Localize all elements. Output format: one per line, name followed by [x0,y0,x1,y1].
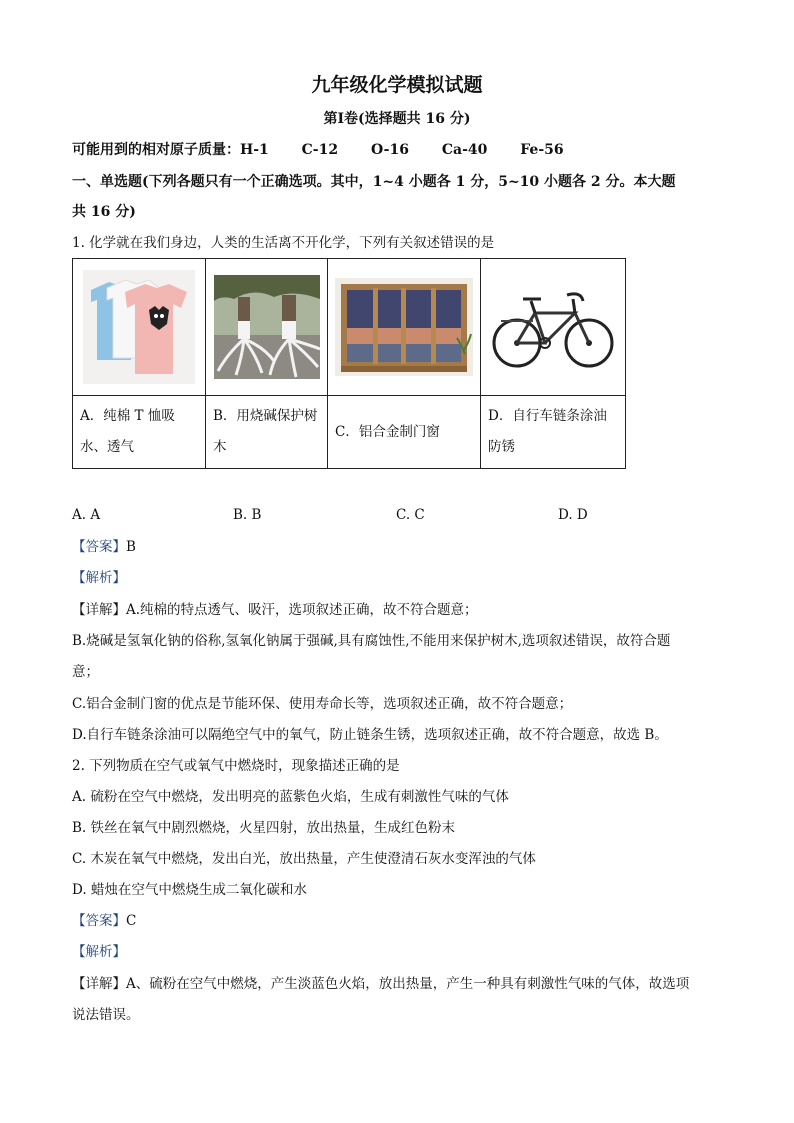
tree-image [214,275,320,379]
q1-choice-d: D. D [558,507,588,523]
q1-choice-b: B. B [233,507,262,523]
q1-image-cell-b [206,259,328,396]
atomic-mass-item: Ca-40 [441,142,488,158]
q1-analysis-tag: 【解析】 [72,570,126,586]
q2-answer [72,911,136,931]
q1-stem: 1. 化学就在我们身边，人类的生活离不开化学，下列有关叙述错误的是 [72,235,495,251]
q1-option-table [72,258,626,469]
q2-option-a: A. 硫粉在空气中燃烧，发出明亮的蓝紫色火焰，生成有刺激性气味的气体 [72,789,509,805]
answer-tag: 【答案】 [72,913,126,929]
q2-stem: 2. 下列物质在空气或氧气中燃烧时，现象描述正确的是 [72,758,400,774]
atomic-masses [72,140,564,160]
q1-image-cell-d [481,259,626,396]
q1-detail-line4: C.铝合金制门窗的优点是节能环保、使用寿命长等，选项叙述正确，故不符合题意； [72,696,573,712]
q1-option-b: B．用烧碱保护树 木 [206,396,328,469]
q1-answer [72,537,136,557]
section-heading-line2: 共 16 分) [72,204,136,220]
q2-option-c: C. 木炭在氧气中燃烧，发出白光，放出热量，产生使澄清石灰水变浑浊的气体 [72,851,536,867]
atomic-mass-item: O-16 [370,142,409,158]
detail-tag: 【详解】 [72,602,126,618]
atomic-mass-item: Fe-56 [520,142,564,158]
q1-option-d: D．自行车链条涂油 防锈 [481,396,626,469]
q2-detail-line1: 【详解】A、硫粉在空气中燃烧，产生淡蓝色火焰，放出热量，产生一种具有刺激性气味的气体，故选项 [72,976,690,992]
q1-detail-line5: D.自行车链条涂油可以隔绝空气中的氧气，防止链条生锈，选项叙述正确，故不符合题意，故选 B。 [72,727,668,743]
atomic-masses-label: 可能用到的相对原子质量： [72,142,240,158]
q1-detail-line3: 意； [72,664,99,680]
q2-option-d: D. 蜡烛在空气中燃烧生成二氧化碳和水 [72,882,307,898]
page-title: 九年级化学模拟试题 [311,74,483,96]
q1-choice-a: A. A [72,507,101,523]
section-subtitle: 第Ⅰ卷(选择题共 16 分) [323,111,471,127]
q1-option-c: C．铝合金制门窗 [328,396,481,469]
q1-detail-line1: 【详解】A.纯棉的特点透气、吸汗，选项叙述正确，故不符合题意； [72,602,478,618]
q2-option-b: B. 铁丝在氧气中剧烈燃烧，火星四射，放出热量，生成红色粉末 [72,820,456,836]
t-shirts-image [83,270,195,384]
answer-value: B [126,539,136,555]
window-image [335,278,473,376]
answer-value: C [126,913,137,929]
q1-image-cell-a [73,259,206,396]
answer-tag: 【答案】 [72,539,126,555]
q2-analysis-tag: 【解析】 [72,944,126,960]
q1-image-cell-c [328,259,481,396]
q1-detail-line2: B.烧碱是氢氧化钠的俗称,氢氧化钠属于强碱,具有腐蚀性,不能用来保护树木,选项叙述错误，故符合题 [72,633,671,649]
atomic-mass-item: H-1 [240,142,269,158]
q1-choice-c: C. C [396,507,425,523]
atomic-mass-item: C-12 [301,142,339,158]
detail-tag: 【详解】 [72,976,126,992]
bicycle-image [489,277,617,377]
section-heading-line1: 一、单选题(下列各题只有一个正确选项。其中，1~4 小题各 1 分，5~10 小题各 2 分。本大题 [72,174,676,190]
q1-option-a: A．纯棉 T 恤吸 水、透气 [73,396,206,469]
q2-detail-line2: 说法错误。 [72,1007,140,1023]
